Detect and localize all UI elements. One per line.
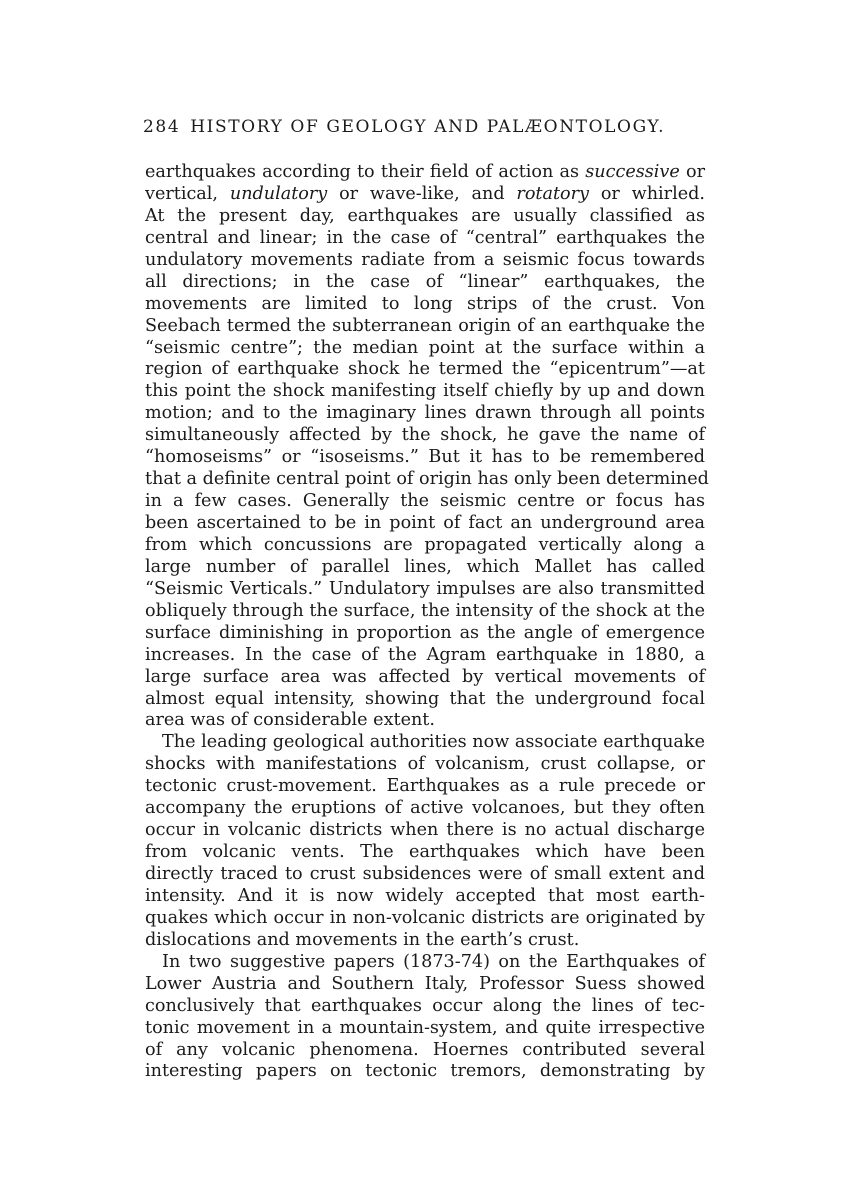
text-line	[145, 338, 705, 360]
text-line	[145, 908, 705, 930]
text-line	[145, 403, 705, 425]
text-run: interesting papers on tectonic tremors, demonstrating by	[145, 1061, 705, 1082]
text-line	[145, 1040, 705, 1062]
text-line	[145, 667, 705, 689]
text-line	[145, 710, 705, 732]
text-run: directly traced to crust subsidences were of small extent and	[145, 864, 705, 884]
text-run: tectonic crust-movement. Earthquakes as a rule precede or	[145, 776, 705, 797]
text-line	[145, 864, 705, 886]
text-line	[145, 535, 705, 557]
text-run: The leading geological authorities now associate earthquake	[162, 732, 705, 753]
text-run: region of earthquake shock he termed the “epicentrum”—at	[145, 359, 705, 380]
text-line	[145, 184, 705, 206]
text-run: occur in volcanic districts when there is no actual discharge	[145, 820, 705, 841]
text-line	[145, 732, 705, 754]
text-run: quakes which occur in non-volcanic districts are originated by	[145, 907, 705, 928]
text-line	[145, 689, 705, 711]
text-run: shocks with manifestations of volcanism, crust collapse, or	[145, 754, 705, 775]
text-run: simultaneously affected by the shock, he gave the name of	[145, 425, 705, 446]
text-run: earthquakes according to their field of action as	[145, 162, 586, 182]
text-line	[145, 557, 705, 579]
text-line	[145, 798, 705, 820]
text-run: large surface area was affected by vertical movements of	[145, 666, 705, 687]
text-line	[145, 381, 705, 403]
text-run: or	[679, 162, 705, 182]
text-run: all directions; in the case of “linear” earthquakes, the	[145, 271, 705, 292]
text-run: “Seismic Verticals.” Undulatory impulses are also transmitted	[145, 578, 705, 599]
text-run: conclusively that earthquakes occur along the lines of tec-	[145, 995, 705, 1016]
text-run: vertical,	[145, 183, 230, 204]
italic-term: successive	[585, 162, 680, 182]
text-line	[145, 425, 705, 447]
text-run: surface diminishing in proportion as the angle of emergence	[145, 622, 705, 643]
text-run: area was of considerable extent.	[145, 710, 435, 731]
text-run: or whirled.	[589, 183, 705, 204]
text-run: intensity. And it is now widely accepted that most earth-	[145, 885, 705, 906]
text-line	[145, 250, 705, 272]
running-head	[143, 117, 703, 137]
text-line	[145, 359, 705, 381]
text-run: accompany the eruptions of active volcanoes, but they often	[145, 798, 705, 819]
text-run: movements are limited to long strips of the crust. Von	[145, 293, 705, 314]
text-line	[145, 754, 705, 776]
text-line	[145, 513, 705, 535]
text-run: this point the shock manifesting itself chiefly by up and down	[145, 381, 705, 402]
text-run: almost equal intensity, showing that the underground focal	[145, 688, 705, 709]
text-line	[145, 842, 705, 864]
text-line	[145, 579, 705, 601]
text-line	[145, 996, 705, 1018]
text-line	[145, 228, 705, 250]
text-line	[145, 162, 705, 184]
text-line	[145, 930, 705, 952]
text-run: been ascertained to be in point of fact an underground area	[145, 513, 705, 533]
text-line	[145, 601, 705, 623]
page-number: 284	[143, 117, 181, 137]
text-line	[145, 623, 705, 645]
text-line	[145, 886, 705, 908]
text-line	[145, 974, 705, 996]
text-run: from volcanic vents. The earthquakes which have been	[145, 842, 705, 863]
text-line	[145, 645, 705, 667]
text-run: central and linear; in the case of “central” earthquakes the	[145, 227, 705, 248]
text-run: tonic movement in a mountain-system, and quite irrespective	[145, 1017, 705, 1038]
italic-term: undulatory	[229, 183, 328, 204]
text-run: undulatory movements radiate from a seismic focus towards	[145, 249, 705, 270]
text-line	[145, 469, 709, 491]
text-line	[145, 820, 705, 842]
text-line	[145, 272, 705, 294]
text-run: obliquely through the surface, the intensity of the shock at the	[145, 600, 705, 621]
text-run: dislocations and movements in the earth’s crust.	[145, 929, 580, 950]
text-run: “seismic centre”; the median point at the surface within a	[145, 337, 705, 358]
text-line	[145, 491, 705, 513]
body-text	[145, 162, 709, 1083]
text-line	[145, 316, 705, 338]
text-line	[145, 1061, 705, 1083]
text-run: in a few cases. Generally the seismic centre or focus has	[145, 491, 705, 512]
text-run: Lower Austria and Southern Italy, Professor Suess showed	[145, 973, 705, 994]
text-run: motion; and to the imaginary lines drawn through all points	[145, 403, 705, 424]
text-run: or wave-like, and	[327, 183, 517, 204]
italic-term: rotatory	[516, 183, 589, 204]
text-line	[145, 447, 705, 469]
text-run: Seebach termed the subterranean origin of an earthquake the	[145, 315, 705, 336]
text-run: that a definite central point of origin has only been determined	[145, 469, 709, 490]
text-run: “homoseisms” or “isoseisms.” But it has to be remembered	[145, 447, 705, 468]
text-line	[145, 952, 705, 974]
text-run: At the present day, earthquakes are usually classified as	[145, 205, 705, 226]
text-line	[145, 206, 705, 228]
text-line	[145, 294, 705, 316]
text-run: increases. In the case of the Agram earthquake in 1880, a	[145, 644, 705, 665]
text-run: of any volcanic phenomena. Hoernes contributed several	[145, 1039, 705, 1060]
text-line	[145, 776, 705, 798]
text-run: In two suggestive papers (1873-74) on the Earthquakes of	[162, 951, 705, 972]
text-line	[145, 1018, 705, 1040]
text-run: from which concussions are propagated vertically along a	[145, 534, 705, 555]
text-run: large number of parallel lines, which Mallet has called	[145, 556, 705, 577]
running-title: HISTORY OF GEOLOGY AND PALÆONTOLOGY.	[190, 117, 666, 137]
